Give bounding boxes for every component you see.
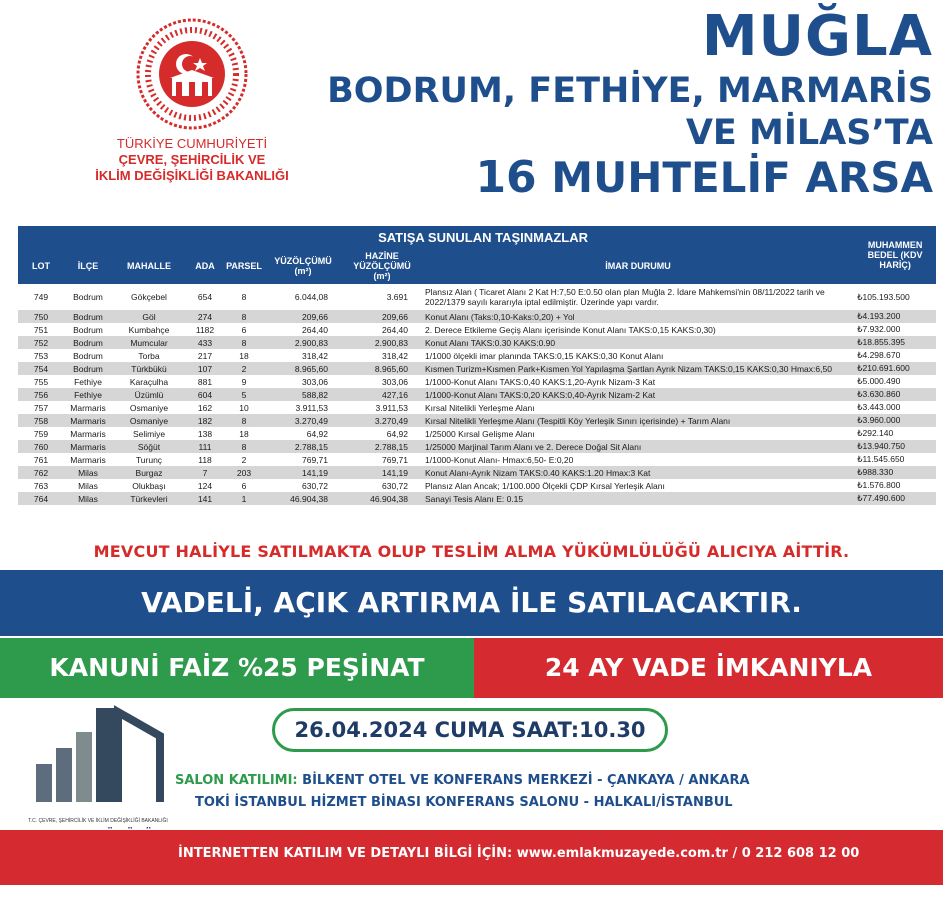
table-row: [18, 479, 936, 492]
kentsel-small-text: T.C. ÇEVRE, ŞEHİRCİLİK VE İKLİM DEĞİŞİKLİĞİ BAKANLIĞI: [28, 818, 168, 824]
cell-hazine: 2.788,15: [342, 440, 422, 453]
cell-imar: Konut Alanı (Taks:0,10-Kaks:0,20) + Yol: [422, 310, 854, 323]
cell-imar: Konut Alanı TAKS:0.30 KAKS:0.90: [422, 336, 854, 349]
cell-ilce: Marmaris: [64, 440, 112, 453]
cell-ada: 138: [186, 427, 224, 440]
cell-parsel: 8: [224, 310, 264, 323]
cell-lot: 756: [18, 388, 64, 401]
cell-parsel: 10: [224, 401, 264, 414]
cell-lot: 754: [18, 362, 64, 375]
cell-ada: 217: [186, 349, 224, 362]
headline-districts: BODRUM, FETHİYE, MARMARİS: [327, 71, 933, 111]
cell-ilce: Bodrum: [64, 349, 112, 362]
headline-count-rest: MUHTELİF ARSA: [551, 153, 933, 202]
cell-ilce: Milas: [64, 492, 112, 505]
cell-hazine: 209,66: [342, 310, 422, 323]
cell-yuz: 588,82: [264, 388, 342, 401]
cell-mahalle: Osmaniye: [112, 414, 186, 427]
headline-count: 16: [475, 152, 537, 203]
cell-imar: Konut Alanı-Ayrık Nizam TAKS:0.40 KAKS:1.20 Hmax:3 Kat: [422, 466, 854, 479]
cell-ilce: Marmaris: [64, 414, 112, 427]
col-header-bedel: MUHAMMEN BEDEL (KDV HARİÇ): [854, 226, 936, 284]
cell-bedel: ₺3.960.000: [854, 414, 936, 427]
cell-mahalle: Burgaz: [112, 466, 186, 479]
cell-bedel: ₺18.855.395: [854, 336, 936, 349]
cell-ilce: Fethiye: [64, 375, 112, 388]
cell-parsel: 203: [224, 466, 264, 479]
col-header-lot: LOT: [18, 248, 64, 284]
cell-parsel: 8: [224, 440, 264, 453]
cell-imar: Kısmen Turizm+Kısmen Park+Kısmen Yol Yapılaşma Şartları Ayrık Nizam TAKS:0,15 KAKS:0,30 Hmax:6,50: [422, 362, 854, 375]
cell-imar: Plansız Alan ( Ticaret Alanı 2 Kat H:7,50 E:0.50 olan plan Muğla 2. İdare Mahkemsi'nin 08/11/2022 tarih ve 2022/1379 sayılı kararıyla iptal edilmiştir. Üzerinde yapı vardır.: [422, 284, 854, 310]
cell-bedel: ₺11.545.650: [854, 453, 936, 466]
table-row: [18, 492, 936, 505]
cell-yuz: 2.900,83: [264, 336, 342, 349]
buildings-icon: [32, 702, 164, 814]
cell-mahalle: Göl: [112, 310, 186, 323]
table-row: [18, 453, 936, 466]
cell-parsel: 6: [224, 323, 264, 336]
cell-bedel: ₺1.576.800: [854, 479, 936, 492]
cell-yuz: 141,19: [264, 466, 342, 479]
cell-hazine: 318,42: [342, 349, 422, 362]
cell-imar: 1/1000-Konut Alanı- Hmax:6,50- E:0,20: [422, 453, 854, 466]
salon-line-1: [175, 770, 875, 792]
cell-ada: 433: [186, 336, 224, 349]
cell-hazine: 3.270,49: [342, 414, 422, 427]
cell-parsel: 6: [224, 479, 264, 492]
cell-ilce: Bodrum: [64, 310, 112, 323]
cell-lot: 755: [18, 375, 64, 388]
headline-city: MUĞLA: [701, 4, 933, 69]
cell-yuz: 3.911,53: [264, 401, 342, 414]
col-header-ilce: İLÇE: [64, 248, 112, 284]
salon-istanbul: TOKİ İSTANBUL HİZMET BİNASI KONFERANS SALONU - HALKALI/İSTANBUL: [195, 795, 733, 810]
table-body: [18, 284, 936, 505]
cell-hazine: 427,16: [342, 388, 422, 401]
headline-line-3: VE MİLAS’TA: [685, 113, 933, 153]
cell-mahalle: Gökçebel: [112, 284, 186, 310]
cell-hazine: 64,92: [342, 427, 422, 440]
table-title: SATIŞA SUNULAN TAŞINMAZLAR: [112, 226, 854, 248]
cell-ilce: Fethiye: [64, 388, 112, 401]
cell-mahalle: Türkevleri: [112, 492, 186, 505]
table-row: [18, 336, 936, 349]
cell-lot: 759: [18, 427, 64, 440]
cell-hazine: 303,06: [342, 375, 422, 388]
table-row: [18, 310, 936, 323]
cell-bedel: ₺3.630.860: [854, 388, 936, 401]
cell-ada: 274: [186, 310, 224, 323]
cell-imar: Sanayi Tesis Alanı E: 0.15: [422, 492, 854, 505]
auction-type-banner: VADELİ, AÇIK ARTIRMA İLE SATILACAKTIR.: [0, 570, 943, 636]
cell-mahalle: Olukbaşı: [112, 479, 186, 492]
table-row: [18, 284, 936, 310]
table-row: [18, 427, 936, 440]
cell-lot: 753: [18, 349, 64, 362]
cell-bedel: ₺7.932.000: [854, 323, 936, 336]
cell-parsel: 9: [224, 375, 264, 388]
cell-ilce: Marmaris: [64, 453, 112, 466]
table-row: [18, 414, 936, 427]
cell-mahalle: Karaçulha: [112, 375, 186, 388]
table-header-spacer: [18, 226, 112, 248]
cell-imar: 2. Derece Etkileme Geçiş Alanı içerisinde Konut Alanı TAKS:0,15 KAKS:0,30): [422, 323, 854, 336]
table-row: [18, 362, 936, 375]
cell-hazine: 3.691: [342, 284, 422, 310]
cell-lot: 757: [18, 401, 64, 414]
cell-parsel: 8: [224, 284, 264, 310]
cell-hazine: 8.965,60: [342, 362, 422, 375]
cell-mahalle: Selimiye: [112, 427, 186, 440]
cell-yuz: 2.788,15: [264, 440, 342, 453]
cell-bedel: ₺292.140: [854, 427, 936, 440]
table-row: [18, 349, 936, 362]
cell-mahalle: Söğüt: [112, 440, 186, 453]
cell-ilce: Bodrum: [64, 362, 112, 375]
cell-ada: 1182: [186, 323, 224, 336]
cell-yuz: 303,06: [264, 375, 342, 388]
cell-mahalle: Mumcular: [112, 336, 186, 349]
cell-parsel: 2: [224, 453, 264, 466]
cell-bedel: ₺4.193.200: [854, 310, 936, 323]
cell-ilce: Bodrum: [64, 284, 112, 310]
header: [0, 0, 943, 225]
table-row: [18, 375, 936, 388]
table-row: [18, 401, 936, 414]
cell-bedel: ₺5.000.490: [854, 375, 936, 388]
cell-ilce: Bodrum: [64, 323, 112, 336]
cell-yuz: 8.965,60: [264, 362, 342, 375]
cell-ada: 111: [186, 440, 224, 453]
cell-ilce: Marmaris: [64, 427, 112, 440]
cell-parsel: 18: [224, 349, 264, 362]
cell-bedel: ₺4.298.670: [854, 349, 936, 362]
cell-hazine: 264,40: [342, 323, 422, 336]
auction-date: 26.04.2024 CUMA SAAT:10.30: [272, 708, 668, 752]
cell-parsel: 8: [224, 336, 264, 349]
terms-right-banner: 24 AY VADE İMKANIYLA: [474, 638, 943, 698]
cell-lot: 763: [18, 479, 64, 492]
cell-mahalle: Kumbahçe: [112, 323, 186, 336]
cell-hazine: 769,71: [342, 453, 422, 466]
cell-bedel: ₺13.940.750: [854, 440, 936, 453]
col-header-mahalle: MAHALLE: [112, 248, 186, 284]
cell-hazine: 3.911,53: [342, 401, 422, 414]
cell-imar: 1/25000 Kırsal Gelişme Alanı: [422, 427, 854, 440]
ministry-line-3: İKLİM DEĞİŞİKLİĞİ BAKANLIĞI: [95, 168, 289, 183]
cell-imar: Kırsal Nitelikli Yerleşme Alanı (Tespitli Köy Yerleşik Sınırı içerisinde) + Tarım Alanı: [422, 414, 854, 427]
ministry-line-2: ÇEVRE, ŞEHİRCİLİK VE: [118, 152, 266, 167]
ministry-line-1: TÜRKİYE CUMHURİYETİ: [116, 136, 268, 151]
cell-parsel: 2: [224, 362, 264, 375]
cell-yuz: 264,40: [264, 323, 342, 336]
cell-bedel: ₺210.691.600: [854, 362, 936, 375]
table-row: [18, 466, 936, 479]
col-header-parsel: PARSEL: [224, 248, 264, 284]
cell-mahalle: Üzümlü: [112, 388, 186, 401]
ministry-logo: [92, 18, 292, 184]
col-header-ada: ADA: [186, 248, 224, 284]
cell-hazine: 2.900,83: [342, 336, 422, 349]
cell-parsel: 1: [224, 492, 264, 505]
cell-ada: 881: [186, 375, 224, 388]
cell-imar: 1/1000 ölçekli imar planında TAKS:0,15 KAKS:0,30 Konut Alanı: [422, 349, 854, 362]
cell-lot: 764: [18, 492, 64, 505]
cell-imar: Plansız Alan Ancak; 1/100.000 Ölçekli ÇDP Kırsal Yerleşik Alanı: [422, 479, 854, 492]
cell-yuz: 46.904,38: [264, 492, 342, 505]
cell-lot: 751: [18, 323, 64, 336]
cell-bedel: ₺988.330: [854, 466, 936, 479]
cell-hazine: 46.904,38: [342, 492, 422, 505]
cell-mahalle: Turunç: [112, 453, 186, 466]
cell-ada: 604: [186, 388, 224, 401]
headline: [327, 4, 933, 202]
col-header-yuzolcumu: YÜZÖLÇÜMÜ (m²): [264, 248, 342, 284]
cell-ada: 118: [186, 453, 224, 466]
cell-lot: 758: [18, 414, 64, 427]
col-header-imar: İMAR DURUMU: [422, 248, 854, 284]
cell-bedel: ₺3.443.000: [854, 401, 936, 414]
salon-info: [175, 770, 875, 814]
cell-mahalle: Türkbükü: [112, 362, 186, 375]
cell-ada: 162: [186, 401, 224, 414]
cell-hazine: 141,19: [342, 466, 422, 479]
cell-yuz: 209,66: [264, 310, 342, 323]
cell-bedel: ₺77.490.600: [854, 492, 936, 505]
cell-ada: 654: [186, 284, 224, 310]
cell-mahalle: Torba: [112, 349, 186, 362]
cell-lot: 750: [18, 310, 64, 323]
cell-ada: 124: [186, 479, 224, 492]
headline-count-line: [327, 154, 933, 202]
salon-label: SALON KATILIMI:: [175, 773, 298, 788]
table-row: [18, 440, 936, 453]
cell-hazine: 630,72: [342, 479, 422, 492]
cell-lot: 749: [18, 284, 64, 310]
cell-ada: 107: [186, 362, 224, 375]
cell-bedel: ₺105.193.500: [854, 284, 936, 310]
cell-ada: 141: [186, 492, 224, 505]
cell-imar: Kırsal Nitelikli Yerleşme Alanı: [422, 401, 854, 414]
salon-ankara: BİLKENT OTEL VE KONFERANS MERKEZİ - ÇANKAYA / ANKARA: [302, 773, 750, 788]
terms-left-banner: KANUNİ FAİZ %25 PEŞİNAT: [0, 638, 474, 698]
table-row: [18, 323, 936, 336]
cell-parsel: 18: [224, 427, 264, 440]
cell-ada: 7: [186, 466, 224, 479]
cell-yuz: 630,72: [264, 479, 342, 492]
cell-ilce: Bodrum: [64, 336, 112, 349]
delivery-notice: MEVCUT HALİYLE SATILMAKTA OLUP TESLİM ALMA YÜKÜMLÜLÜĞÜ ALICIYA AİTTİR.: [93, 542, 850, 561]
cell-ilce: Milas: [64, 466, 112, 479]
col-header-hazine: HAZİNE YÜZÖLÇÜMÜ (m²): [342, 248, 422, 284]
cell-lot: 760: [18, 440, 64, 453]
cell-ilce: Marmaris: [64, 401, 112, 414]
cell-parsel: 5: [224, 388, 264, 401]
cell-yuz: 769,71: [264, 453, 342, 466]
cell-lot: 752: [18, 336, 64, 349]
cell-yuz: 3.270,49: [264, 414, 342, 427]
cell-yuz: 318,42: [264, 349, 342, 362]
cell-lot: 761: [18, 453, 64, 466]
cell-imar: 1/1000-Konut Alanı TAKS:0,40 KAKS:1,20-Ayrık Nizam-3 Kat: [422, 375, 854, 388]
ministry-seal-icon: [136, 18, 248, 130]
cell-yuz: 64,92: [264, 427, 342, 440]
cell-lot: 762: [18, 466, 64, 479]
table-row: [18, 388, 936, 401]
cell-ilce: Milas: [64, 479, 112, 492]
cell-imar: 1/25000 Marjinal Tarım Alanı ve 2. Derece Doğal Sit Alanı: [422, 440, 854, 453]
cell-mahalle: Osmaniye: [112, 401, 186, 414]
property-table: [18, 226, 936, 505]
cell-yuz: 6.044,08: [264, 284, 342, 310]
cell-imar: 1/1000-Konut Alanı TAKS:0,20 KAKS:0,40-Ayrık Nizam-2 Kat: [422, 388, 854, 401]
cell-parsel: 8: [224, 414, 264, 427]
contact-info[interactable]: İNTERNETTEN KATILIM VE DETAYLI BİLGİ İÇİN: www.emlakmuzayede.com.tr / 0 212 608 12 00: [178, 846, 860, 861]
cell-ada: 182: [186, 414, 224, 427]
